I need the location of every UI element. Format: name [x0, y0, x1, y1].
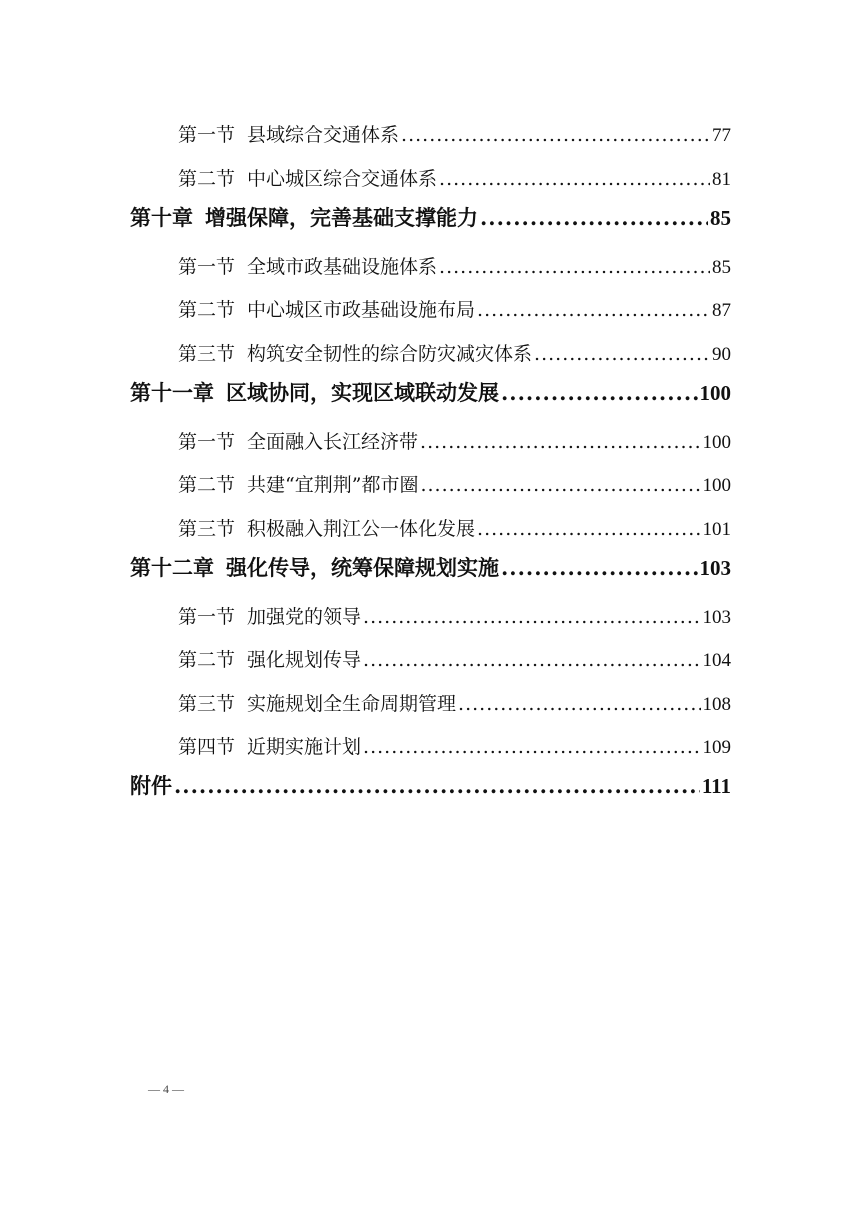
- page-number: — 4 —: [148, 1082, 184, 1096]
- toc-entry-label: [178, 295, 475, 322]
- leader-dots: [363, 736, 700, 758]
- toc-entry-title: 共建“宜荆荆”都市圈: [247, 474, 419, 496]
- toc-entry-title: 强化规划传导: [247, 649, 362, 671]
- toc-entry-title: 构筑安全韧性的综合防灾减灾体系: [247, 343, 533, 365]
- leader-dots: [534, 343, 710, 365]
- toc-entry: [178, 514, 731, 541]
- toc-entry-number: 第二节: [178, 474, 236, 496]
- toc-entry-title: 中心城区市政基础设施布局: [247, 299, 476, 321]
- toc-entry-title: 实施规划全生命周期管理: [247, 693, 457, 715]
- toc-entry-label: [130, 202, 478, 232]
- leader-dots: [363, 649, 700, 671]
- toc-entry-label: [130, 552, 499, 582]
- toc-entry-page: 100: [699, 381, 731, 405]
- toc-entry-label: [130, 377, 499, 407]
- toc-appendix-entry: [130, 770, 731, 800]
- toc-chapter-entry: [130, 552, 731, 582]
- toc-entry: [178, 645, 731, 672]
- toc-entry-title: 增强保障，完善基础支撑能力: [205, 205, 478, 230]
- toc-entry-number: 第一节: [178, 431, 236, 453]
- toc-entry: [178, 339, 731, 366]
- toc-entry-title: 近期实施计划: [247, 736, 362, 758]
- toc-entry-page: 77: [712, 125, 731, 146]
- toc-entry-title: 全域市政基础设施体系: [247, 256, 438, 278]
- toc-entry: [178, 427, 731, 454]
- toc-entry-page: 100: [702, 475, 731, 496]
- toc-entry-number: 第一节: [178, 256, 236, 278]
- leader-dots: [439, 168, 710, 190]
- toc-entry-title: 积极融入荆江公一体化发展: [247, 518, 476, 540]
- toc-entry-page: 85: [712, 257, 731, 278]
- leader-dots: [174, 773, 700, 798]
- toc-entry-page: 101: [702, 519, 731, 540]
- toc-entry: [178, 602, 731, 629]
- toc-entry-number: 第十章: [130, 205, 193, 230]
- toc-entry-page: 108: [702, 694, 731, 715]
- toc-entry-title: 区域协同，实现区域联动发展: [226, 380, 499, 405]
- leader-dots: [458, 693, 700, 715]
- leader-dots: [501, 555, 698, 580]
- toc-entry-number: 第四节: [178, 736, 236, 758]
- toc-entry-number: 附件: [130, 773, 172, 798]
- toc-entry-label: [178, 689, 456, 716]
- toc-entry-number: 第三节: [178, 518, 236, 540]
- toc-entry-label: [178, 602, 361, 629]
- toc-entry-number: 第一节: [178, 606, 236, 628]
- toc-entry: [178, 120, 731, 147]
- toc-entry-label: [178, 732, 361, 759]
- toc-entry: [178, 689, 731, 716]
- leader-dots: [477, 518, 700, 540]
- toc-entry-page: 103: [702, 607, 731, 628]
- toc-entry-page: 90: [712, 344, 731, 365]
- toc-chapter-entry: [130, 377, 731, 407]
- toc-entry-page: 111: [701, 774, 731, 798]
- toc-entry-label: [178, 514, 475, 541]
- toc-entry: [178, 295, 731, 322]
- toc-entry-page: 85: [710, 206, 731, 230]
- toc-entry-label: [178, 120, 399, 147]
- toc-entry-label: [178, 252, 437, 279]
- toc-entry-number: 第三节: [178, 693, 236, 715]
- leader-dots: [501, 380, 698, 405]
- toc-entry: [178, 164, 731, 191]
- toc-entry-title: 加强党的领导: [247, 606, 362, 628]
- toc-entry-number: 第三节: [178, 343, 236, 365]
- toc-entry-label: [178, 645, 361, 672]
- leader-dots: [439, 256, 710, 278]
- toc-entry-label: [178, 339, 532, 366]
- toc-entry-page: 100: [702, 432, 731, 453]
- toc-entry-number: 第二节: [178, 299, 236, 321]
- leader-dots: [480, 205, 708, 230]
- toc-entry-title: 强化传导，统筹保障规划实施: [226, 555, 499, 580]
- toc-entry: [178, 470, 731, 497]
- toc-entry: [178, 732, 731, 759]
- toc-entry-number: 第二节: [178, 168, 236, 190]
- toc-entry-number: 第十一章: [130, 380, 214, 405]
- toc-chapter-entry: [130, 202, 731, 232]
- toc-entry-number: 第十二章: [130, 555, 214, 580]
- toc-entry-number: 第一节: [178, 124, 236, 146]
- toc-entry: [178, 252, 731, 279]
- toc-entry-title: 中心城区综合交通体系: [247, 168, 438, 190]
- toc-entry-title: 县域综合交通体系: [247, 124, 400, 146]
- toc-entry-label: [178, 427, 418, 454]
- toc-entry-page: 87: [712, 300, 731, 321]
- toc-entry-label: [178, 470, 418, 497]
- leader-dots: [363, 606, 700, 628]
- leader-dots: [401, 124, 710, 146]
- toc-entry-title: 全面融入长江经济带: [247, 431, 419, 453]
- toc-entry-label: [130, 770, 172, 800]
- toc-entry-page: 109: [702, 737, 731, 758]
- leader-dots: [477, 299, 710, 321]
- leader-dots: [420, 431, 700, 453]
- leader-dots: [420, 474, 700, 496]
- toc-entry-label: [178, 164, 437, 191]
- toc-entry-number: 第二节: [178, 649, 236, 671]
- toc-entry-page: 81: [712, 169, 731, 190]
- toc-entry-page: 104: [702, 650, 731, 671]
- toc-entry-page: 103: [699, 556, 731, 580]
